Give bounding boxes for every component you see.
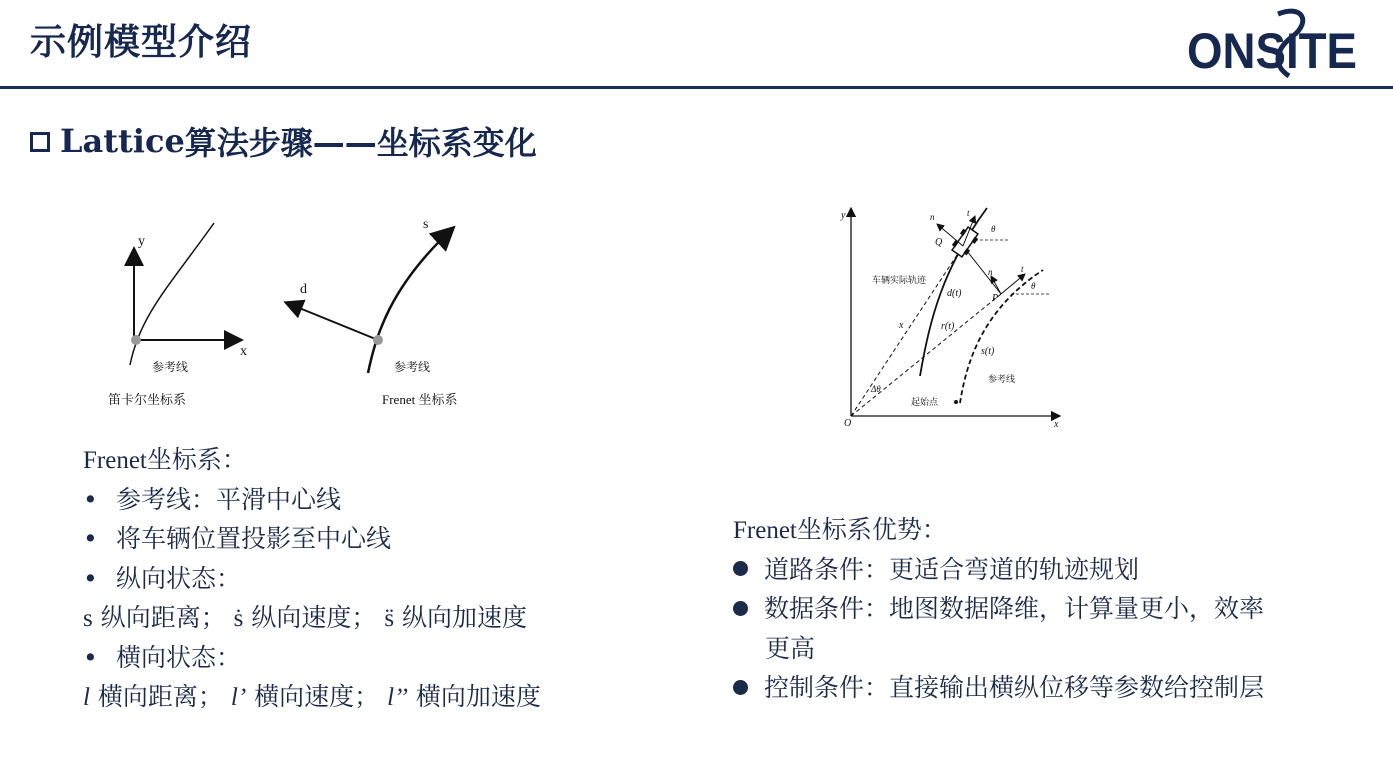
lateral-state-line [83, 677, 541, 717]
lon-sd-desc: 纵向速度； [251, 603, 377, 632]
list-item-text: 数据条件：地图数据降维，计算量更小，效率 [764, 594, 1265, 623]
fig2-q-label: Q [935, 237, 943, 248]
list-item-text: 横向状态： [116, 642, 242, 672]
lon-s-symbol: s [83, 605, 93, 632]
frenet-vehicle-figure [835, 198, 1070, 433]
bullet-dot-icon [733, 601, 748, 616]
frenet-advantages [733, 510, 1264, 708]
cartesian-x-label: x [240, 344, 247, 359]
cartesian-caption: 笛卡尔坐标系 [108, 392, 187, 407]
frenet-heading [83, 440, 541, 480]
fig2-tr-label: t [1021, 264, 1024, 274]
cartesian-diagram [108, 223, 247, 407]
lon-s-desc: 纵向距离； [100, 603, 226, 632]
fig2-trajectory-label: 车辆实际轨迹 [872, 275, 927, 285]
lat-ld-desc: 横向速度； [254, 682, 380, 711]
frenet-ref-label: 参考线 [394, 360, 431, 374]
frenet-heading-cn: 坐标系： [146, 445, 247, 474]
lon-sdd-symbol: s̈ [384, 605, 395, 632]
lon-sd-symbol: ṡ [233, 605, 244, 632]
fig2-thx-label: θ [991, 224, 996, 234]
fig2-p-label: P [992, 293, 999, 304]
list-item [733, 668, 1264, 708]
logo-text: ONSITE [1187, 23, 1357, 79]
frenet-d-label: d [300, 282, 307, 297]
list-item [83, 638, 541, 678]
lat-ld-symbol: l’ [230, 684, 247, 711]
frenet-diagram [287, 217, 457, 407]
advantages-heading-cn: 坐标系优势： [796, 515, 947, 544]
onsite-logo [1183, 6, 1363, 88]
fig2-r-label: r(t) [941, 321, 955, 332]
bullet-icon: • [83, 642, 98, 672]
list-item [83, 519, 541, 559]
advantages-heading-latin: Frenet [733, 517, 797, 544]
fig2-s-label: s(t) [981, 346, 995, 357]
section-title-latin: Lattice [60, 122, 185, 160]
list-item [733, 589, 1264, 629]
fig2-thr-label: θ [1031, 281, 1036, 291]
frenet-description [83, 440, 541, 717]
fig2-xvec-label: x [899, 320, 904, 331]
section-title-cn: 算法步骤——坐标系变化 [184, 124, 537, 162]
list-item-text: 控制条件：直接输出横纵位移等参数给控制层 [764, 673, 1265, 702]
frenet-heading-latin: Frenet [83, 447, 147, 474]
fig2-tx-label: t [967, 208, 970, 218]
frenet-s-label: s [423, 217, 429, 232]
fig2-nx-label: n [930, 212, 935, 222]
fig2-y-label: y [841, 210, 846, 221]
list-item-continuation [733, 629, 1264, 669]
section-title [30, 118, 537, 164]
cartesian-y-label: y [138, 234, 145, 249]
fig2-start-label: 起始点 [911, 397, 939, 407]
list-item [83, 559, 541, 599]
bullet-dot-icon [733, 680, 748, 695]
bullet-icon: • [83, 524, 98, 553]
list-item-text: 纵向状态： [116, 563, 242, 593]
lat-l-desc: 横向距离； [97, 682, 223, 711]
cartesian-ref-label: 参考线 [152, 360, 189, 374]
bullet-dot-icon [733, 561, 748, 576]
frenet-caption: Frenet 坐标系 [382, 392, 458, 407]
fig2-nr-label: n [988, 267, 993, 277]
list-item [733, 550, 1264, 590]
lat-l-symbol: l [83, 684, 90, 711]
list-item [83, 480, 541, 520]
list-item-text: 参考线：平滑中心线 [116, 484, 342, 514]
fig2-d-label: d(t) [947, 288, 962, 299]
coordinate-systems-figure [90, 205, 500, 420]
header-divider [0, 86, 1393, 89]
list-item-text: 更高 [765, 633, 816, 663]
page-title: 示例模型介绍 [30, 22, 253, 63]
fig2-dtheta-label: Δθ [871, 384, 881, 394]
fig2-ref-label: 参考线 [988, 374, 1016, 384]
lon-sdd-desc: 纵向加速度 [402, 603, 528, 632]
longitudinal-state-line [83, 598, 541, 638]
lat-ldd-symbol: l’’ [387, 684, 408, 711]
list-item-text: 将车辆位置投影至中心线 [116, 524, 392, 553]
fig2-origin-label: O [844, 418, 852, 429]
fig2-x-label: x [1054, 419, 1059, 430]
list-item-text: 道路条件：更适合弯道的轨迹规划 [764, 554, 1140, 584]
lat-ldd-desc: 横向加速度 [415, 682, 541, 711]
checkbox-square-icon [30, 132, 50, 152]
bullet-icon: • [83, 563, 98, 593]
advantages-heading [733, 510, 1264, 550]
bullet-icon: • [83, 484, 98, 514]
